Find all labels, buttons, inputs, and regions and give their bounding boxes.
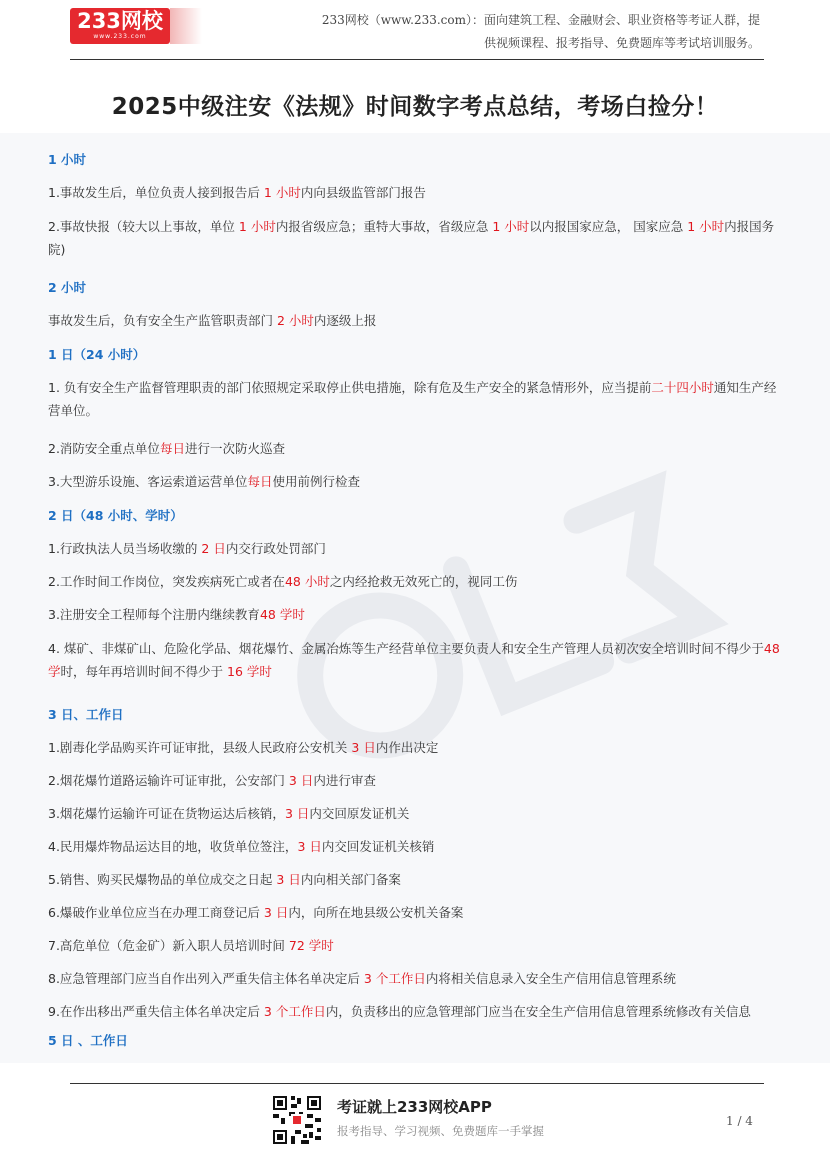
highlight-value: 48 小时 — [284, 574, 330, 589]
list-item: 9.在作出移出严重失信主体名单决定后 3 个工作日内，负责移出的应急管理部门应当在安全生产信用信息管理系统修改有关信息 — [48, 1004, 751, 1019]
list-item: 1.行政执法人员当场收缴的 2 日内交行政处罚部门 — [48, 541, 326, 556]
list-item: 1.事故发生后，单位负责人接到报告后 1 小时内向县级监管部门报告 — [48, 185, 426, 200]
highlight-value: 72 学时 — [288, 938, 334, 953]
highlight-value: 16 学时 — [227, 664, 272, 679]
section-heading: 2 日（48 小时、学时） — [48, 508, 183, 523]
list-item: 1. 负有安全生产监督管理职责的部门依照规定采取停止供电措施，除有危及生产安全的紧急情形外，应当提前二十四小时通知生产经营单位。 — [48, 380, 777, 418]
qr-code-icon[interactable] — [271, 1094, 323, 1146]
highlight-value: 3 日 — [276, 872, 301, 887]
highlight-value: 48 学 — [48, 641, 780, 679]
list-item: 6.爆破作业单位应当在办理工商登记后 3 日内，向所在地县级公安机关备案 — [48, 905, 464, 920]
footer-app-text: 考证就上233网校APP — [337, 1098, 492, 1116]
highlight-value: 2 日 — [201, 541, 226, 556]
list-item: 3.注册安全工程师每个注册内继续教育48 学时 — [48, 607, 305, 622]
list-item: 8.应急管理部门应当自作出列入严重失信主体名单决定后 3 个工作日内将相关信息录入安全生产信用信息管理系统 — [48, 971, 676, 986]
list-item: 2.消防安全重点单位每日进行一次防火巡查 — [48, 441, 285, 456]
section-heading: 3 日、工作日 — [48, 707, 124, 722]
header-description — [270, 9, 760, 55]
list-item: 1.剧毒化学品购买许可证审批，县级人民政府公安机关 3 日内作出决定 — [48, 740, 439, 755]
list-item: 2.事故快报（较大以上事故，单位 1 小时内报省级应急；重特大事故，省级应急 1 小时以内报国家应急， 国家应急 1 小时内报国务院) — [48, 219, 775, 257]
highlight-value: 3 日 — [297, 839, 322, 854]
page-title: 2025中级注安《法规》时间数字考点总结，考场白捡分！ — [111, 94, 719, 120]
highlight-value: 二十四小时 — [651, 380, 714, 395]
brand-logo — [70, 8, 202, 44]
list-item: 4.民用爆炸物品运达目的地，收货单位签注，3 日内交回发证机关核销 — [48, 839, 435, 854]
highlight-value: 3 日 — [284, 806, 310, 821]
highlight-value: 3 日 — [288, 773, 314, 788]
list-item: 2.工作时间工作岗位，突发疾病死亡或者在48 小时之内经抢救无效死亡的，视同工伤 — [48, 574, 518, 589]
highlight-value: 每日 — [159, 441, 185, 456]
highlight-value: 3 日 — [351, 740, 376, 755]
highlight-value: 3 个工作日 — [263, 1004, 326, 1019]
footer-sub-text: 报考指导、学习视频、免费题库一手掌握 — [337, 1124, 544, 1138]
list-item: 4. 煤矿、非煤矿山、危险化学品、烟花爆竹、金属冶炼等生产经营单位主要负责人和安全生产管理人员初次安全培训时间不得少于48 学时，每年再培训时间不得少于 16 学时 — [48, 641, 780, 679]
highlight-value: 1 小时 — [687, 219, 725, 234]
list-item: 5.销售、购买民爆物品的单位成交之日起 3 日内向相关部门备案 — [48, 872, 401, 887]
highlight-value: 1 小时 — [263, 185, 301, 200]
highlight-value: 1 小时 — [492, 219, 530, 234]
header-divider — [70, 59, 764, 60]
header-line-1: 233网校（www.233.com）：面向建筑工程、金融财会、职业资格等考证人群，提 — [321, 13, 760, 27]
content-area — [0, 133, 830, 1063]
list-item: 事故发生后，负有安全生产监管职责部门 2 小时内逐级上报 — [48, 313, 377, 328]
highlight-value: 3 日 — [263, 905, 289, 920]
list-item: 7.高危单位（危金矿）新入职人员培训时间 72 学时 — [48, 938, 334, 953]
list-item: 2.烟花爆竹道路运输许可证审批，公安部门 3 日内进行审查 — [48, 773, 376, 788]
section-heading: 1 日（24 小时） — [48, 347, 146, 362]
page-number: 1 / 4 — [726, 1114, 753, 1128]
logo-url: www.233.com — [93, 33, 147, 40]
header-line-2: 供视频课程、报考指导、免费题库等考试培训服务。 — [483, 36, 760, 50]
page-header — [0, 0, 830, 62]
highlight-value: 48 学时 — [259, 607, 305, 622]
logo-tail-decoration — [170, 8, 202, 44]
section-heading: 1 小时 — [48, 152, 87, 167]
list-item: 3.大型游乐设施、客运索道运营单位每日使用前例行检查 — [48, 474, 360, 489]
highlight-value: 1 小时 — [238, 219, 276, 234]
highlight-value: 每日 — [247, 474, 273, 489]
section-heading: 5 日 、工作日 — [48, 1033, 128, 1048]
logo-text: 233网校 — [70, 8, 170, 44]
highlight-value: 2 小时 — [276, 313, 314, 328]
highlight-value: 3 个工作日 — [363, 971, 426, 986]
section-heading: 2 小时 — [48, 280, 87, 295]
footer-divider — [70, 1083, 764, 1084]
list-item: 3.烟花爆竹运输许可证在货物运达后核销，3 日内交回原发证机关 — [48, 806, 410, 821]
